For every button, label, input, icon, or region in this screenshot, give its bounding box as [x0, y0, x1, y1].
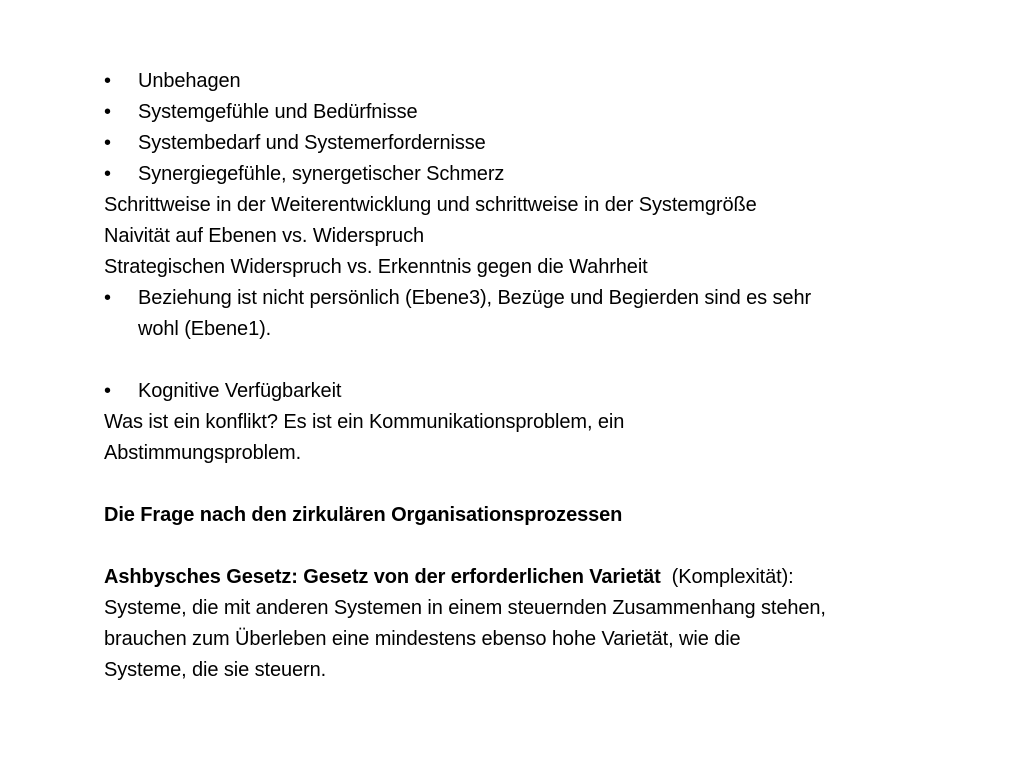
bullet-icon: •	[104, 70, 111, 92]
spacer	[104, 469, 984, 500]
text-line: Abstimmungsproblem.	[104, 442, 302, 464]
bullet-item	[104, 128, 984, 159]
bullet-icon: •	[104, 101, 111, 123]
bullet-text	[138, 283, 811, 345]
bullet-text-line: Beziehung ist nicht persönlich (Ebene3), Bezüge und Begierden sind es sehr	[138, 287, 812, 309]
bullet-icon: •	[104, 380, 111, 402]
text-line: brauchen zum Überleben eine mindestens ebenso hohe Varietät, wie die	[104, 628, 741, 650]
bullet-item	[104, 376, 984, 407]
bullet-text: Systemgefühle und Bedürfnisse	[138, 101, 418, 123]
bullet-item	[104, 283, 984, 345]
ashby-heading-bold: Ashbysches Gesetz: Gesetz von der erforderlichen Varietät	[104, 566, 661, 588]
bullet-item	[104, 97, 984, 128]
bullet-item	[104, 159, 984, 190]
text-line: Naivität auf Ebenen vs. Widerspruch	[104, 225, 424, 247]
section-heading: Die Frage nach den zirkulären Organisationsprozessen	[104, 504, 623, 526]
ashby-heading-normal: (Komplexität):	[660, 566, 794, 588]
bullet-icon: •	[104, 163, 111, 185]
bullet-item	[104, 66, 984, 97]
bullet-text: Systembedarf und Systemerfordernisse	[138, 132, 486, 154]
text-line: Systeme, die sie steuern.	[104, 659, 327, 681]
spacer	[104, 531, 984, 562]
slide-text-body	[104, 66, 984, 686]
text-line: Strategischen Widerspruch vs. Erkenntnis gegen die Wahrheit	[104, 256, 648, 278]
bullet-text: Synergiegefühle, synergetischer Schmerz	[138, 163, 505, 185]
bullet-icon: •	[104, 132, 111, 154]
bullet-icon: •	[104, 287, 111, 309]
bullet-text: Kognitive Verfügbarkeit	[138, 380, 342, 402]
ashby-heading	[104, 562, 984, 593]
text-line: Systeme, die mit anderen Systemen in einem steuernden Zusammenhang stehen,	[104, 597, 826, 619]
bullet-text-line: wohl (Ebene1).	[138, 318, 272, 340]
bullet-text: Unbehagen	[138, 70, 241, 92]
text-line: Schrittweise in der Weiterentwicklung und schrittweise in der Systemgröße	[104, 194, 757, 216]
spacer	[104, 345, 984, 376]
text-line: Was ist ein konflikt? Es ist ein Kommunikationsproblem, ein	[104, 411, 625, 433]
